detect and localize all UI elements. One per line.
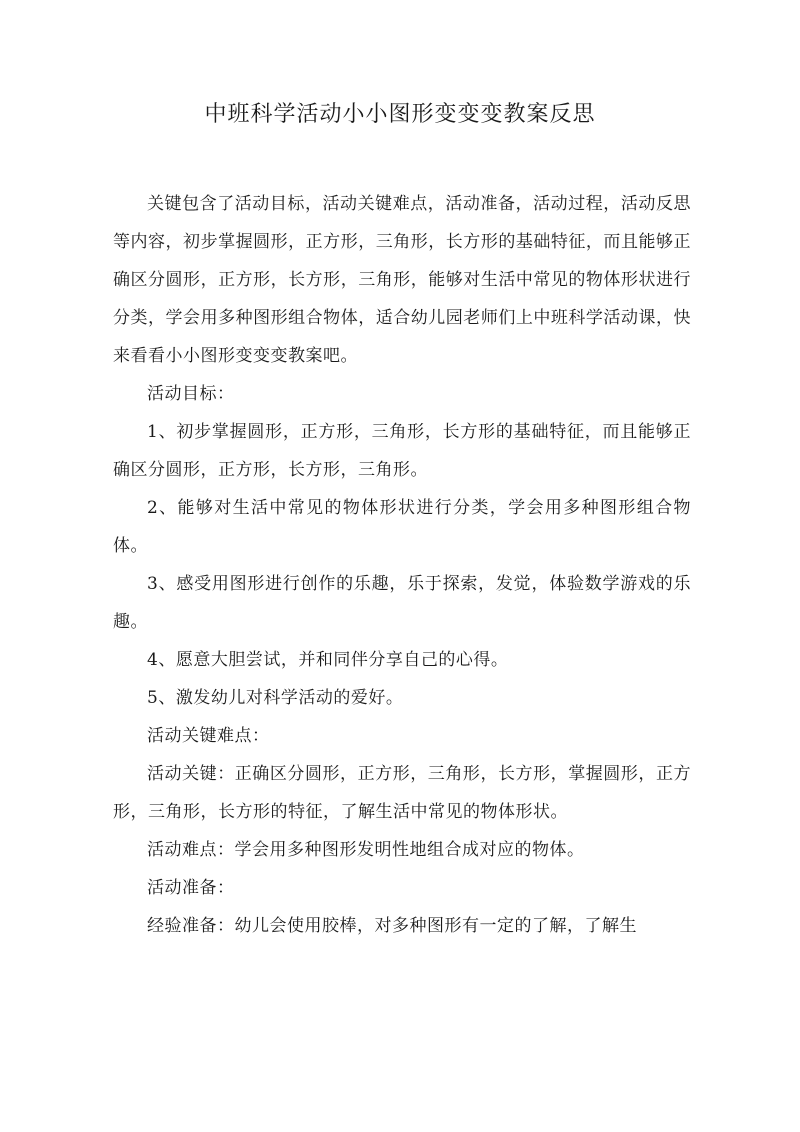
document-body	[113, 185, 691, 945]
goal-item-3: 3、感受用图形进行创作的乐趣，乐于探索，发觉，体验数学游戏的乐趣。	[113, 574, 691, 632]
goal-item-5: 5、激发幼儿对科学活动的爱好。	[147, 688, 404, 708]
goal-item-4: 4、愿意大胆尝试，并和同伴分享自己的心得。	[147, 650, 509, 670]
experience-preparation-paragraph: 经验准备：幼儿会使用胶棒，对多种图形有一定的了解，了解生	[147, 916, 637, 936]
document-title: 中班科学活动小小图形变变变教案反思	[204, 102, 596, 127]
key-point-paragraph: 活动关键：正确区分圆形，正方形，三角形，长方形，掌握圆形，正方形，三角形，长方形的特征，了解生活中常见的物体形状。	[113, 764, 691, 822]
intro-paragraph: 关键包含了活动目标，活动关键难点，活动准备，活动过程，活动反思等内容，初步掌握圆形，正方形，三角形，长方形的基础特征，而且能够正确区分圆形，正方形，长方形，三角形，能够对生活中常见的物体形状进行分类，学会用多种图形组合物体，适合幼儿园老师们上中班科学活动课，快来看看小小图形变变变教案吧。	[113, 194, 691, 366]
key-points-heading: 活动关键难点：	[147, 726, 270, 746]
goals-heading: 活动目标：	[147, 384, 235, 404]
difficult-point-paragraph: 活动难点：学会用多种图形发明性地组合成对应的物体。	[147, 840, 585, 860]
goal-item-1: 1、初步掌握圆形，正方形，三角形，长方形的基础特征，而且能够正确区分圆形，正方形，长方形，三角形。	[113, 422, 691, 480]
preparation-heading: 活动准备：	[147, 878, 235, 898]
goal-item-2: 2、能够对生活中常见的物体形状进行分类，学会用多种图形组合物体。	[113, 498, 691, 556]
